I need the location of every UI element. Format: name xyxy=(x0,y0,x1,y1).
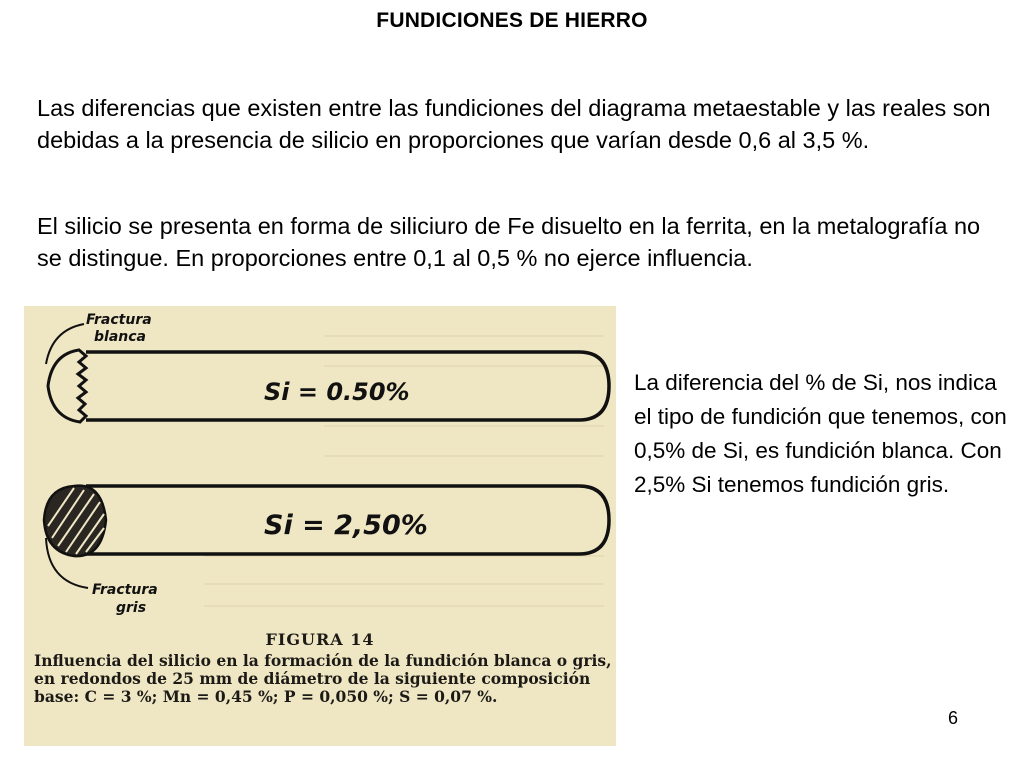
label-gray-fracture-1: Fractura xyxy=(92,582,158,598)
figure-caption: Influencia del silicio en la formación de la fundición blanca o gris, en redondos de 25 mm de diámetro de la siguiente composición base: C = 3 %; Mn = 0,45 %; P = 0,050 %; S = 0,07 %. xyxy=(34,651,612,706)
side-explanation: La diferencia del % de Si, nos indica el tipo de fundición que tenemos, con 0,5% de Si, es fundición blanca. Con 2,5% Si tenemos fundición gris. xyxy=(634,370,1007,497)
slide-title: FUNDICIONES DE HIERRO xyxy=(376,9,648,32)
paragraph-silicon-differences: Las diferencias que existen entre las fundiciones del diagrama metaestable y las reales son debidas a la presencia de silicio en proporciones que varían desde 0,6 al 3,5 %. xyxy=(37,95,991,153)
bar-gray-fracture xyxy=(44,486,609,616)
page-number: 6 xyxy=(948,708,959,728)
label-gray-fracture-2: gris xyxy=(116,600,147,616)
background-texture xyxy=(204,336,604,606)
label-white-fracture-1: Fractura xyxy=(86,312,152,328)
figure-14 xyxy=(24,306,616,746)
figure-title: FIGURA 14 xyxy=(265,630,375,649)
label-white-fracture-2: blanca xyxy=(94,329,146,345)
paragraph-silicon-form: El silicio se presenta en forma de siliciuro de Fe disuelto en la ferrita, en la metalografía no se distingue. En proporciones entre 0,1 al 0,5 % no ejerce influencia. xyxy=(37,213,981,271)
bar-bottom-label: Si = 2,50% xyxy=(264,510,428,541)
bar-white-fracture xyxy=(46,312,609,422)
bar-top-label: Si = 0.50% xyxy=(264,378,410,406)
white-fracture-end xyxy=(48,350,86,422)
